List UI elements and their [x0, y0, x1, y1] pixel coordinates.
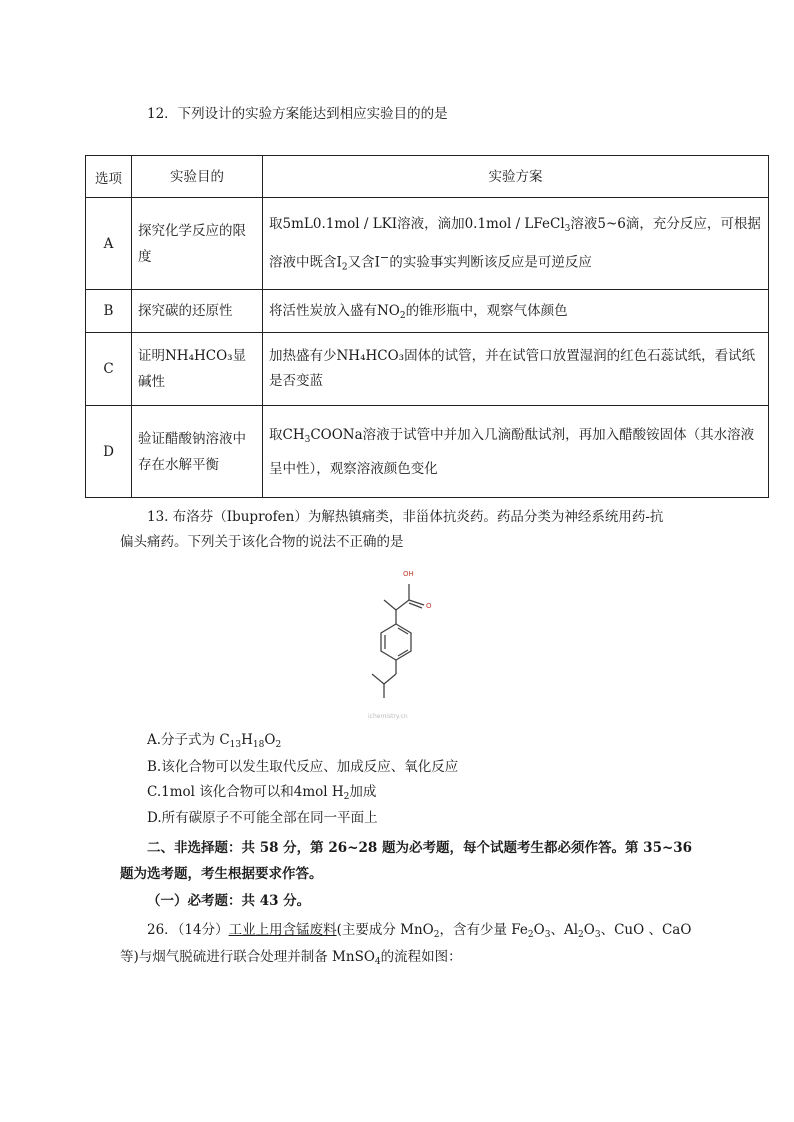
header-plan: 实验方案 — [263, 156, 769, 198]
row-b-plan: 将活性炭放入盛有$NO_2$的锥形瓶中，观察气体颜色 — [263, 290, 769, 333]
molecule-bonds — [372, 584, 424, 698]
row-a-plan: 取5mL0.1mol / LKI溶液，滴加0.1mol / LFeCl$_3$溶液5~6滴，充分反应，可根据 溶液中既含$I_2$又含I−的实验事实判断该反应是可逆反应 — [263, 198, 769, 290]
o-label: O — [426, 602, 432, 610]
section2-subheading: （一）必考题：共 43 分。 — [147, 893, 311, 909]
table-row-a — [86, 198, 769, 290]
row-d-plan: 取$CH_3COONa$溶液于试管中并加入几滴酚酞试剂，再加入醋酸铵固体（其水溶液呈中性），观察溶液颜色变化 — [263, 406, 769, 498]
row-b-option: B — [86, 290, 132, 333]
row-a-option: A — [86, 198, 132, 290]
section2-line2: 题为选考题，考生根据要求作答。 — [120, 866, 323, 882]
table-row-b — [86, 290, 769, 333]
row-d-purpose: 验证醋酸钠溶液中存在水解平衡 — [132, 406, 263, 498]
q13-option-c: C.1mol 该化合物可以和4mol $H_2$加成 — [147, 784, 377, 802]
q12-title: 12．下列设计的实验方案能达到相应实验目的的是 — [147, 106, 448, 122]
experiment-table — [85, 155, 769, 498]
header-purpose: 实验目的 — [132, 156, 263, 198]
q26-line1: 26．（14分）工业上用含锰废料(主要成分 MnO$_2$，含有少量 $Fe_2O_3$、$Al_2O_3$、CuO 、CaO — [147, 922, 692, 940]
row-c-purpose: 证明NH₄HCO₃显碱性 — [132, 333, 263, 406]
header-option: 选项 — [86, 156, 132, 198]
q13-option-a: A.分子式为 $C_{13}H_{18}O_2$ — [147, 732, 282, 750]
q13-line1: 13. 布洛芬（Ibuprofen）为解热镇痛类，非甾体抗炎药。药品分类为神经系统用药-抗 — [147, 509, 664, 525]
table-row-d — [86, 406, 769, 498]
table-row-c — [86, 333, 769, 406]
row-c-option: C — [86, 333, 132, 406]
row-c-plan: 加热盛有少NH₄HCO₃固体的试管，并在试管口放置湿润的红色石蕊试纸，看试纸是否变蓝 — [263, 333, 769, 406]
watermark-label: ichemistry.cn — [368, 713, 408, 720]
q26-line2: 等)与烟气脱硫进行联合处理并制备 MnSO$_4$的流程如图： — [120, 949, 462, 967]
oh-label: OH — [403, 570, 414, 578]
row-b-purpose: 探究碳的还原性 — [132, 290, 263, 333]
q13-option-d: D.所有碳原子不可能全部在同一平面上 — [147, 810, 378, 826]
section2-line1: 二、非选择题：共 58 分，第 26~28 题为必考题，每个试题考生都必须作答。第 35~36 — [147, 840, 693, 856]
ibuprofen-structure — [340, 560, 460, 725]
table-header-row — [86, 156, 769, 198]
row-a-purpose: 探究化学反应的限度 — [132, 198, 263, 290]
q13-line2: 偏头痛药。下列关于该化合物的说法不正确的是 — [120, 534, 404, 550]
row-d-option: D — [86, 406, 132, 498]
q13-option-b: B.该化合物可以发生取代反应、加成反应、氧化反应 — [147, 759, 459, 775]
